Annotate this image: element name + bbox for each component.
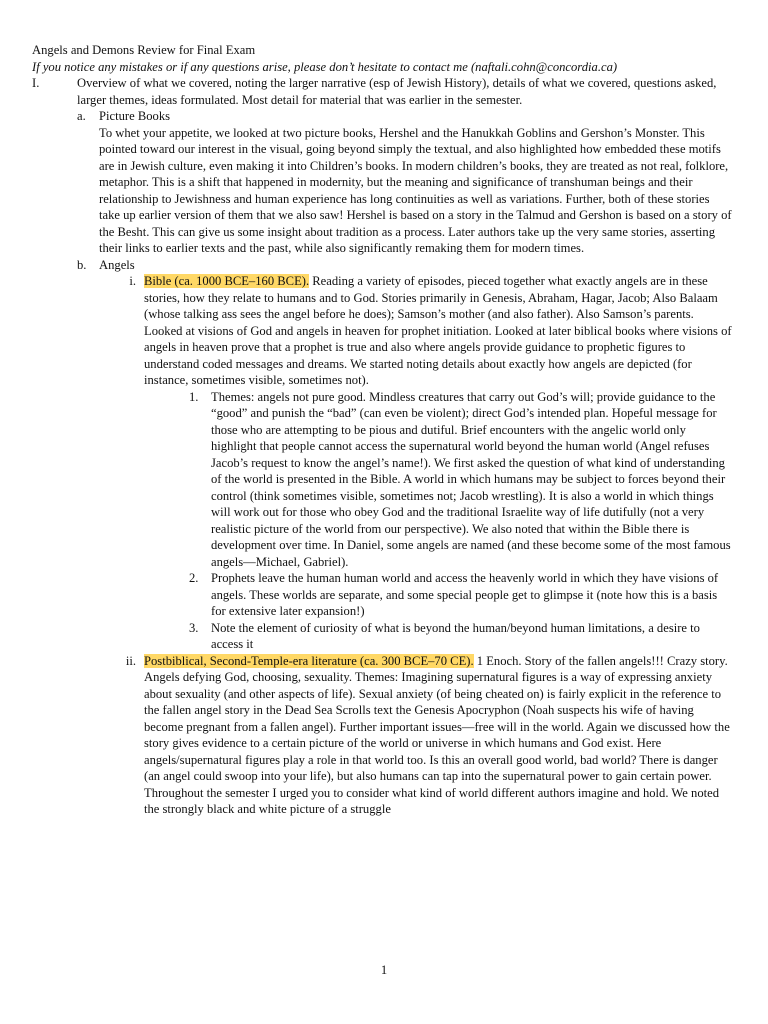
point-1-text: Themes: angels not pure good. Mindless creatures that carry out God’s will; provide guidance to the “good” and punish the “bad” (can even be violent); direct God’s intended plan. Hopeful message for those who are attempting to be pious and dutiful. Brief encounters with the angelic world only highlight that people cannot access the supernatural world beyond the human world (Angel refuses Jacob’s request to know the angel’s name!). We first asked the question of what kind of understanding of the world is presented in the Bible. A world in which humans may be subject to forces beyond their control (think sometimes visible, sometimes not; Jacob wrestling). It is also a world in which things will work out for those who obey God and the traditional Israelite way of life dutifully (not a very realistic picture of the world from our perspective). We also noted that within the Bible there is development over time. In Daniel, some angels are named (and these become some of the most famous angels—Michael, Gabriel). (211, 389, 731, 569)
item-i-text: Reading a variety of episodes, pieced together what exactly angels are in these stories, how they relate to humans and to God. Stories primarily in Genesis, Abraham, Hagar, Jacob; Also Balaam (whose talking ass sees the angel before he does); Samson’s mother (and also father). Also Samson’s parents. Looked at visions of God and angels in heaven for prophet initiation. Looked at later biblical books where visions of angels in heaven prove that a prophet is true and also where angels provide guidance to prophetic figures to understand coded messages and dreams. We started noting details about exactly how angels are depicted (for instance, sometimes visible, sometimes not). (144, 274, 732, 387)
item-i-highlight: Bible (ca. 1000 BCE–160 BCE). (144, 274, 310, 288)
document-title: Angels and Demons Review for Final Exam (32, 43, 256, 57)
item-i-marker: i. (129, 274, 136, 288)
point-1-marker: 1. (189, 389, 199, 404)
section-b (77, 257, 732, 274)
item-ii-highlight: Postbiblical, Second-Temple-era literature (ca. 300 BCE–70 CE). (144, 653, 474, 668)
section-b-marker: b. (77, 257, 87, 272)
point-2-text: Prophets leave the human human world and access the heavenly world in which they have visions of angels. These worlds are separate, and some special people get to glimpse it (note how this is a basis for extensive later expansion!) (211, 571, 719, 618)
contact-notice: If you notice any mistakes or if any questions arise, please don’t hesitate to contact me (naftali.cohn@concordia.ca) (32, 59, 618, 74)
item-ii (122, 653, 732, 818)
point-2 (167, 570, 732, 620)
section-a-marker: a. (77, 109, 86, 123)
point-3 (167, 620, 732, 653)
section-a-heading: Picture Books (99, 109, 171, 123)
point-3-text: Note the element of curiosity of what is beyond the human/beyond human limitations, a desire to access it (211, 620, 700, 651)
item-ii-marker: ii. (125, 653, 136, 668)
section-a-text: To whet your appetite, we looked at two picture books, Hershel and the Hanukkah Goblins and Gershon’s Monster. This pointed toward our interest in the visual, going beyond simply the textual, and also highlighted how embedded these motifs are in Jewish culture, even making it into Children’s books. In modern children’s books, they are treated as not real, folklore, metaphor. This is a shift that happened in modernity, but the meaning and significance of transhuman beings and their relationship to Jewishness and human experience has long continuities as well as variations. Further, both of these stories take up earlier version of them that we also saw! Hershel is based on a story in the Talmud and Gershon is based on a story of the Besht. This can give us some insight about tradition as a process. Later authors take up the very same stories, asserting their links to earlier texts and the past, while also significantly remaking them for modern times. (99, 125, 732, 255)
section-I-text: Overview of what we covered, noting the larger narrative (esp of Jewish History), details of what we covered, questions asked, larger themes, ideas formulated. Most detail for material that was earlier in the semester. (77, 76, 717, 107)
section-I (32, 75, 732, 108)
section-a (77, 108, 732, 125)
section-I-marker: I. (32, 76, 40, 90)
item-i (122, 273, 732, 389)
page-number: 1 (380, 963, 388, 977)
point-3-marker: 3. (189, 620, 199, 635)
section-b-heading: Angels (99, 257, 135, 272)
point-2-marker: 2. (189, 571, 199, 585)
point-1 (167, 389, 732, 571)
item-ii-text: 1 Enoch. Story of the fallen angels!!! Crazy story. Angels defying God, choosing, sexuality. Themes: Imagining supernatural figures is a way of expressing anxiety about sexuality (and other aspects of life). Sexual anxiety (of being cheated on) is fairly explicit in the reference to the fallen angel story in the Dead Sea Scrolls text the Genesis Apocryphon (Noah suspects his wife of having become pregnant from a fallen angel). Further important issues—free will in the world. Again we discussed how the story gives evidence to a certain picture of the world or universe in which humans and God exist. Here angels/supernatural figures play a role in that world too. Is this an overall good world, bad world? There is danger (an angel could swoop into your life), but also humans can tap into the supernatural power to gain certain power. Throughout the semester I urged you to consider what kind of world different authors imagine and hold. We noted the strongly black and white picture of a struggle (144, 653, 730, 816)
